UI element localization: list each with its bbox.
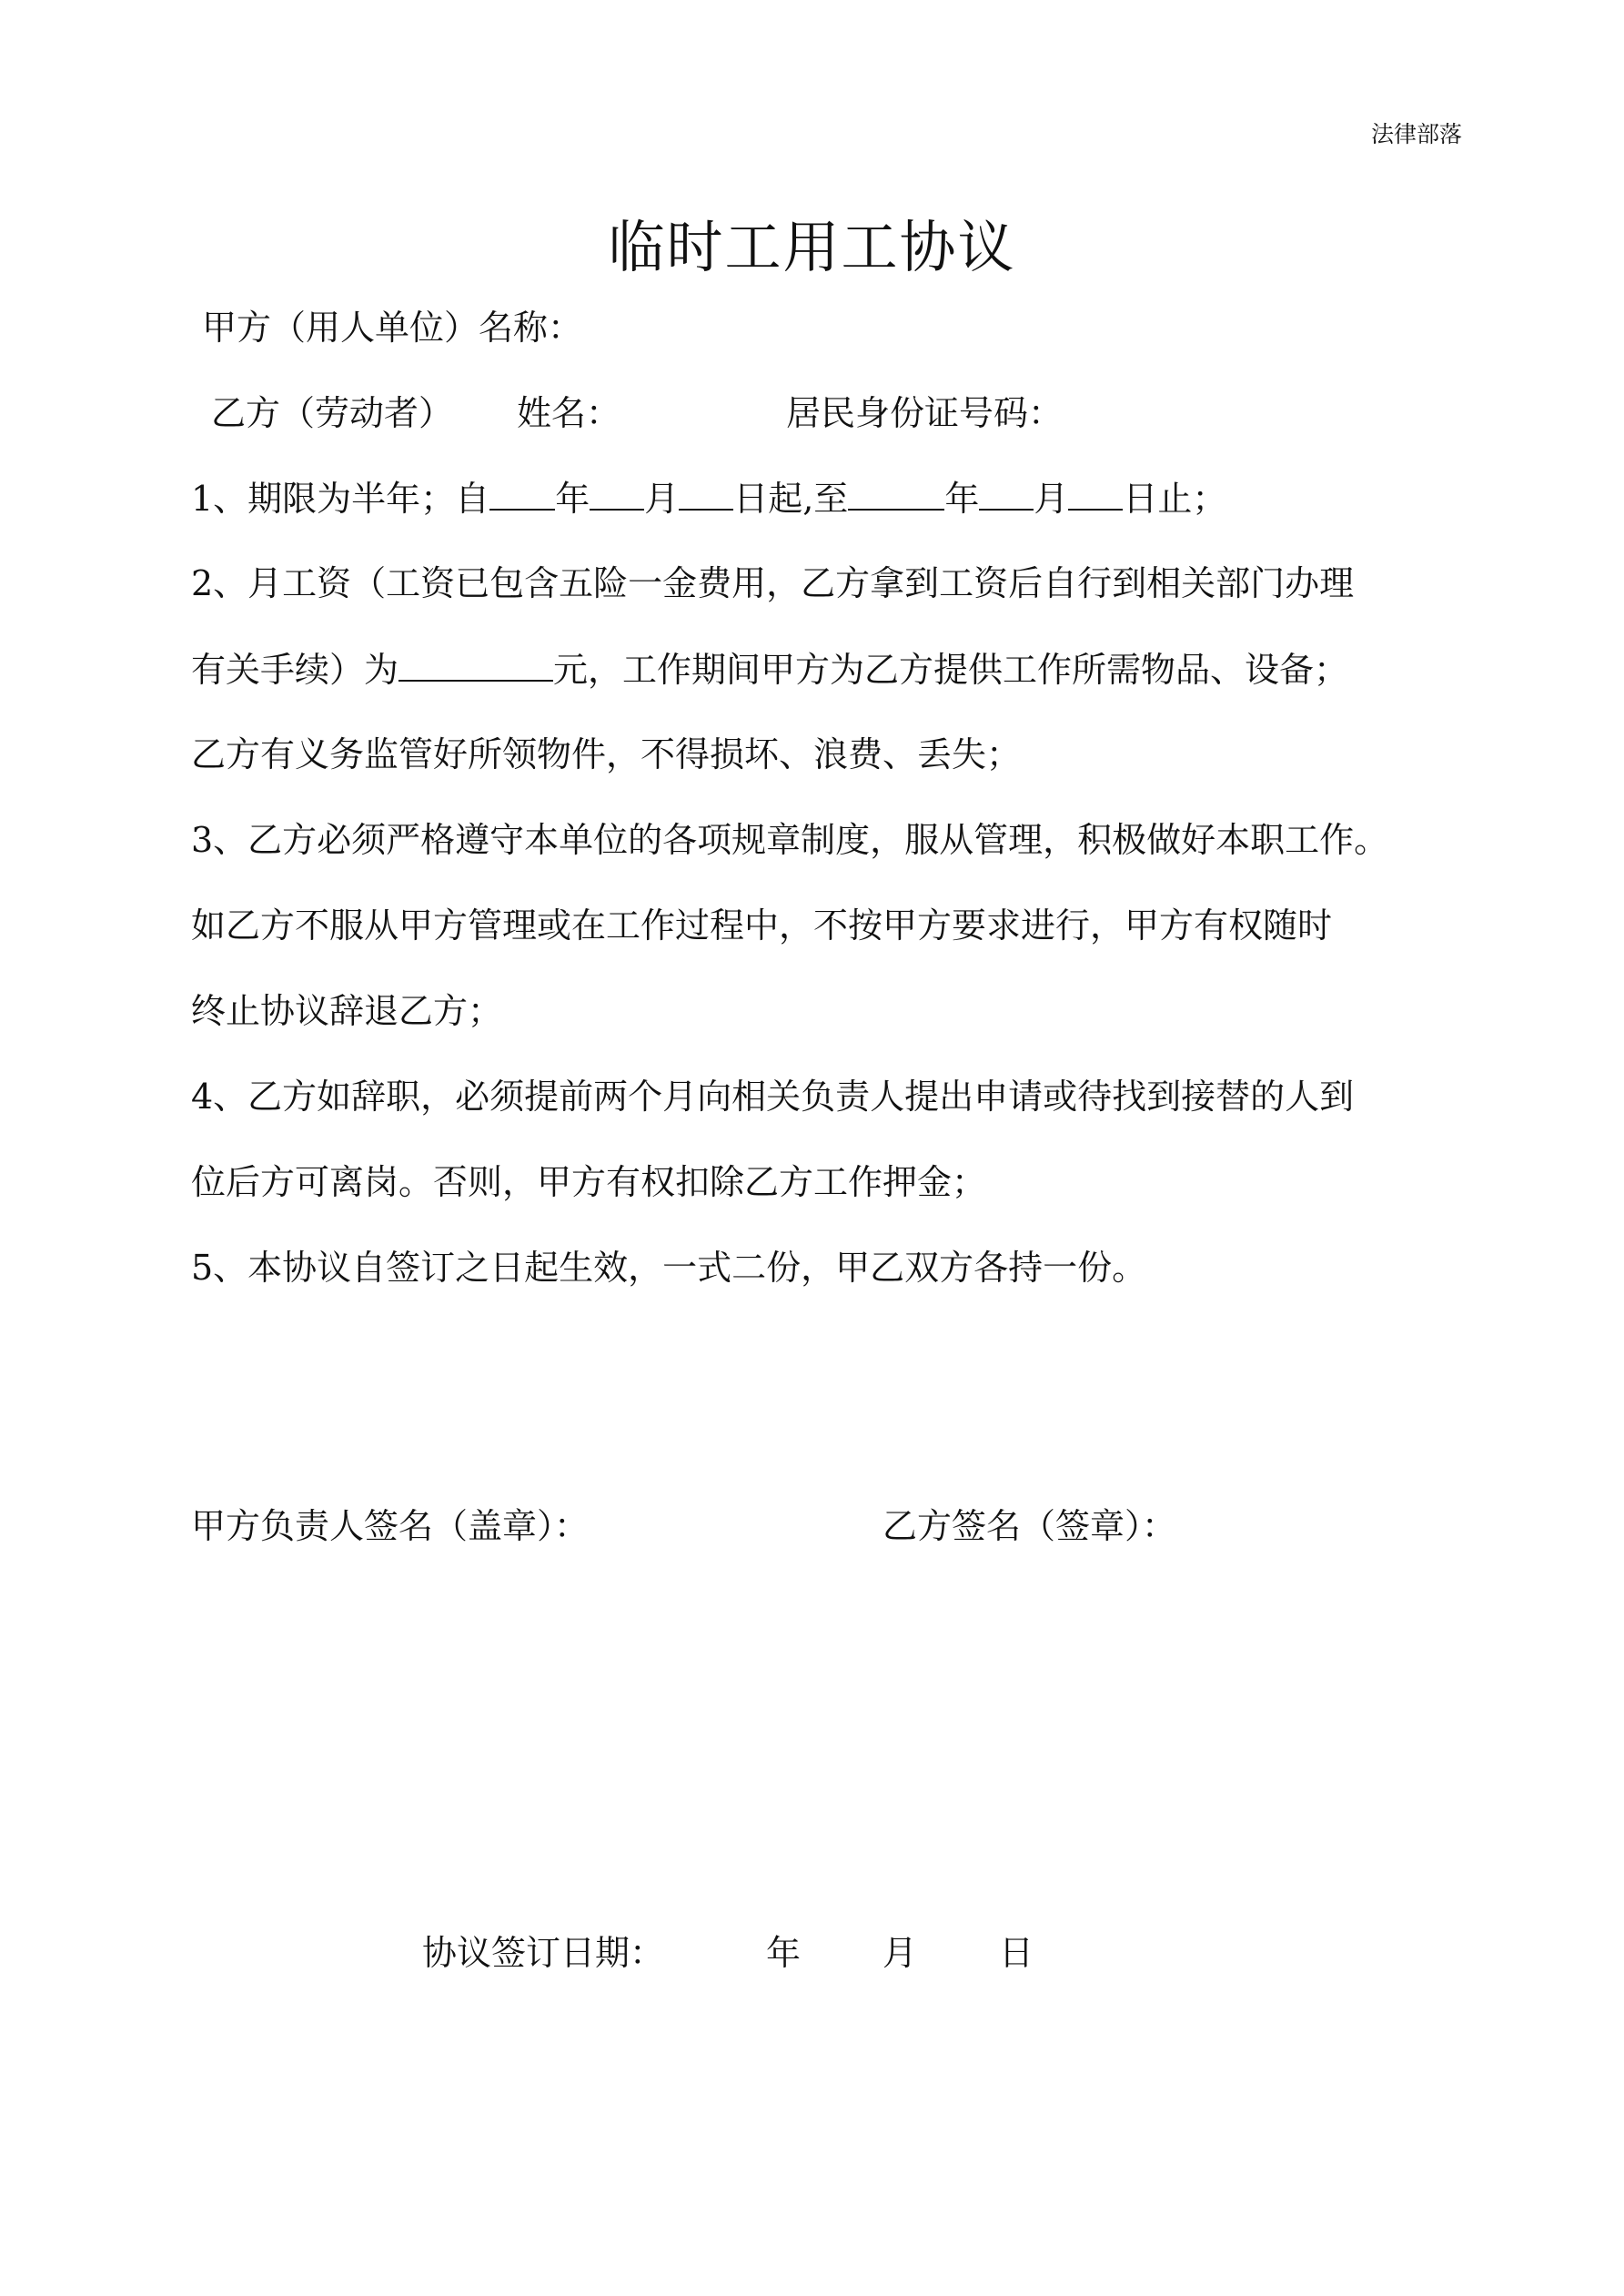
end-month-blank[interactable] [979,478,1034,511]
party-b-id-label: 居民身份证号码： [786,393,1064,433]
party-a-label: 甲方（用人单位）名称： [202,308,583,348]
clause-1-year: 年 [555,479,590,519]
party-a-signature: 甲方负责人签名（盖章）： [191,1506,590,1546]
clause-1-day-from: 日起,至 [733,479,849,519]
party-b-name-label: 姓名： [517,393,621,433]
start-day-blank[interactable] [679,478,733,511]
clause-2-line-3: 乙方有义务监管好所领物件，不得损坏、浪费、丢失； [191,734,1022,774]
clause-1-year2: 年 [944,479,980,519]
clause-2-prefix: 有关手续）为 [191,650,399,690]
party-b-line [211,393,453,433]
end-day-blank[interactable] [1068,478,1123,511]
sign-date-month: 月 [883,1933,918,1973]
clause-3-line-3: 终止协议辞退乙方； [191,991,503,1031]
clause-4-line-1: 4、乙方如辞职，必须提前两个月向相关负责人提出申请或待找到接替的人到 [191,1077,1355,1117]
clause-5-line-1: 5、本协议自签订之日起生效，一式二份，甲乙双方各持一份。 [191,1248,1147,1288]
salary-blank[interactable] [398,649,553,682]
clause-1-month2: 月 [1034,479,1069,519]
clause-4-line-2: 位后方可离岗。否则，甲方有权扣除乙方工作押金； [191,1162,987,1202]
start-year-blank[interactable] [489,478,555,511]
clause-2-line-2 [191,649,1348,690]
clause-1-prefix: 1、期限为半年；自 [191,479,490,519]
sign-date-day: 日 [999,1933,1034,1973]
clause-1-day-to: 日止； [1123,479,1227,519]
sign-date-label: 协议签订日期： [422,1933,665,1973]
sign-date-year: 年 [766,1933,802,1973]
clause-1-month: 月 [644,479,680,519]
start-month-blank[interactable] [590,478,644,511]
clause-1 [191,478,1226,519]
header-note: 法律部落 [1370,121,1462,147]
party-a-line [202,308,582,348]
party-b-label: 乙方（劳动者） [211,393,454,433]
clause-2-line-1: 2、月工资（工资已包含五险一金费用，乙方拿到工资后自行到相关部门办理 [191,563,1355,603]
party-b-name [517,393,620,433]
party-b-signature: 乙方签名（签章）： [883,1506,1177,1546]
clause-3-line-1: 3、乙方必须严格遵守本单位的各项规章制度，服从管理，积极做好本职工作。 [191,820,1389,860]
clause-2-suffix: 元，工作期间甲方为乙方提供工作所需物品、设备； [553,650,1349,690]
party-b-id [786,393,1063,433]
clause-3-line-2: 如乙方不服从甲方管理或在工作过程中，不按甲方要求进行，甲方有权随时 [191,905,1333,946]
end-year-blank[interactable] [848,478,944,511]
document-title: 临时工用工协议 [608,214,1016,280]
